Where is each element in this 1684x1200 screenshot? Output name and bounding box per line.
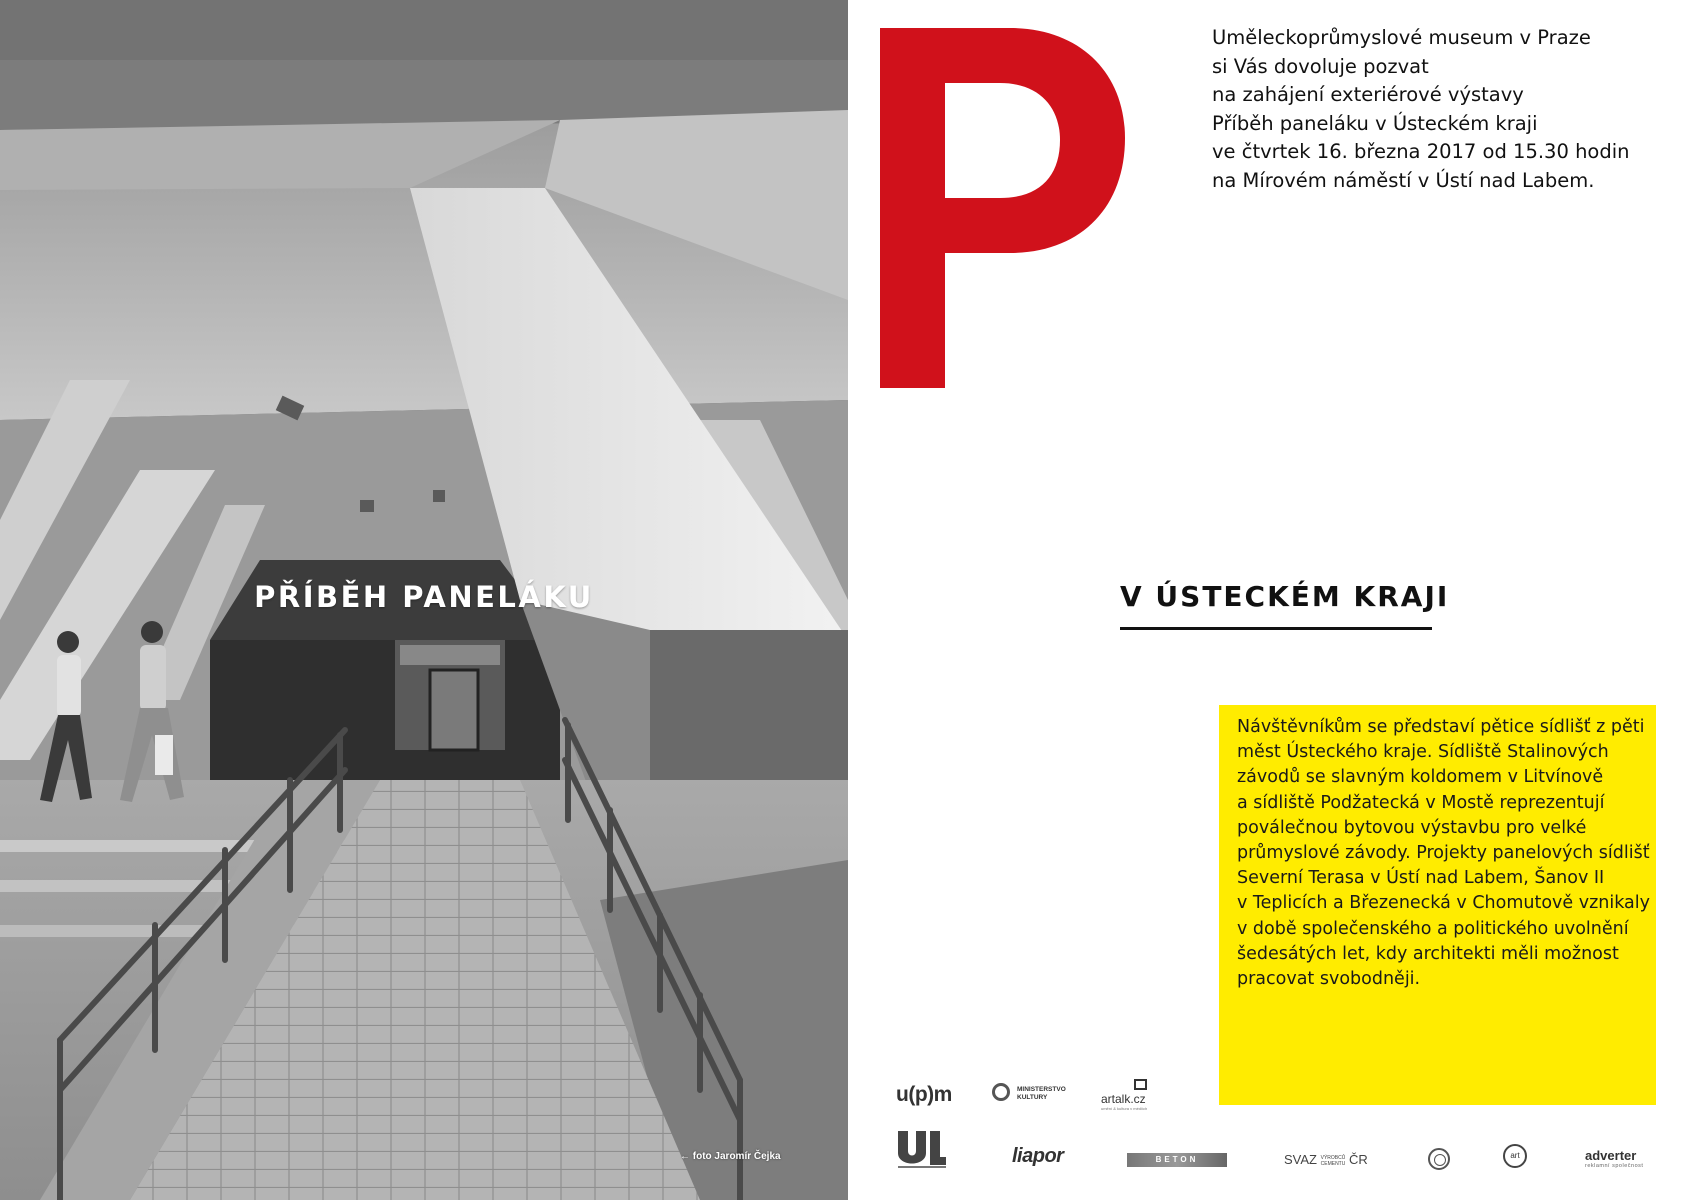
adverter-name: adverter (1585, 1148, 1637, 1163)
ministry-line: KULTURY (1017, 1093, 1048, 1101)
description-line: Severní Terasa v Ústí nad Labem, Šanov II (1237, 868, 1605, 889)
artalk-logo (1100, 1079, 1160, 1111)
exhibition-subtitle: V ÚSTECKÉM KRAJI (1120, 580, 1450, 613)
description-line: v době společenského a politického uvolnění (1237, 918, 1629, 939)
adverter-tagline: reklamní společnost (1585, 1163, 1644, 1169)
invitation-line: ve čtvrtek 16. března 2017 od 15.30 hodin (1212, 140, 1630, 163)
description-line: průmyslové závody. Projekty panelových sídlišť (1237, 843, 1650, 864)
art-logo: art (1503, 1144, 1527, 1168)
ministry-of-culture-logo (992, 1082, 1072, 1108)
svaz-small-line: VÝROBCŮ (1320, 1154, 1346, 1161)
description-line: poválečnou bytovou výstavbu pro velké (1237, 817, 1587, 838)
exhibition-title: PŘÍBĚH PANELÁKU (254, 580, 594, 614)
headline-letter-p (880, 28, 1125, 388)
ul-logo (896, 1127, 948, 1169)
invitation-line: Příběh paneláku v Ústeckém kraji (1212, 111, 1538, 135)
ministry-emblem-icon (992, 1083, 1010, 1101)
invitation-line: na Mírovém náměstí v Ústí nad Labem. (1212, 168, 1595, 192)
svaz-country: ČR (1348, 1152, 1368, 1167)
description-line: závodů se slavným koldomem v Litvínově (1237, 767, 1604, 788)
invitation-line: na zahájení exteriérové výstavy (1212, 83, 1524, 106)
description-line: a sídliště Podžatecká v Mostě reprezentují (1237, 792, 1605, 813)
svaz-word: SVAZ (1284, 1152, 1317, 1167)
liapor-logo: liapor (1012, 1145, 1064, 1167)
speech-bubble-icon (1134, 1079, 1147, 1090)
beton-logo: BETON (1127, 1153, 1227, 1167)
round-emblem-icon (1428, 1148, 1450, 1170)
description-line: Návštěvníkům se představí pětice sídlišť z pěti (1237, 717, 1645, 737)
description-line: pracovat svobodněji. (1237, 969, 1421, 990)
invitation-line: si Vás dovoluje pozvat (1212, 54, 1429, 78)
description-box (1219, 705, 1656, 1105)
ministry-line: MINISTERSTVO (1017, 1086, 1066, 1093)
description-line: měst Ústeckého kraje. Sídliště Stalinových (1237, 742, 1609, 763)
svaz-small-line: CEMENTU (1320, 1160, 1346, 1167)
adverter-logo (1585, 1148, 1643, 1169)
subtitle-underline (1120, 627, 1432, 630)
description-line: šedesátých let, kdy architekti měli možnost (1237, 943, 1619, 964)
invitation-text (1212, 24, 1630, 195)
photo-credit: ← foto Jaromír Čejka (680, 1151, 781, 1162)
artalk-name: artalk.cz (1101, 1092, 1146, 1106)
description-line: v Teplicích a Březenecká v Chomutově vznikaly (1237, 893, 1651, 914)
cement-association-logo (1284, 1152, 1368, 1167)
upm-logo: u(p)m (896, 1083, 952, 1106)
invitation-line: Uměleckoprůmyslové museum v Praze (1212, 26, 1591, 49)
artalk-tagline: umění & kultura v médiích (1101, 1106, 1148, 1111)
